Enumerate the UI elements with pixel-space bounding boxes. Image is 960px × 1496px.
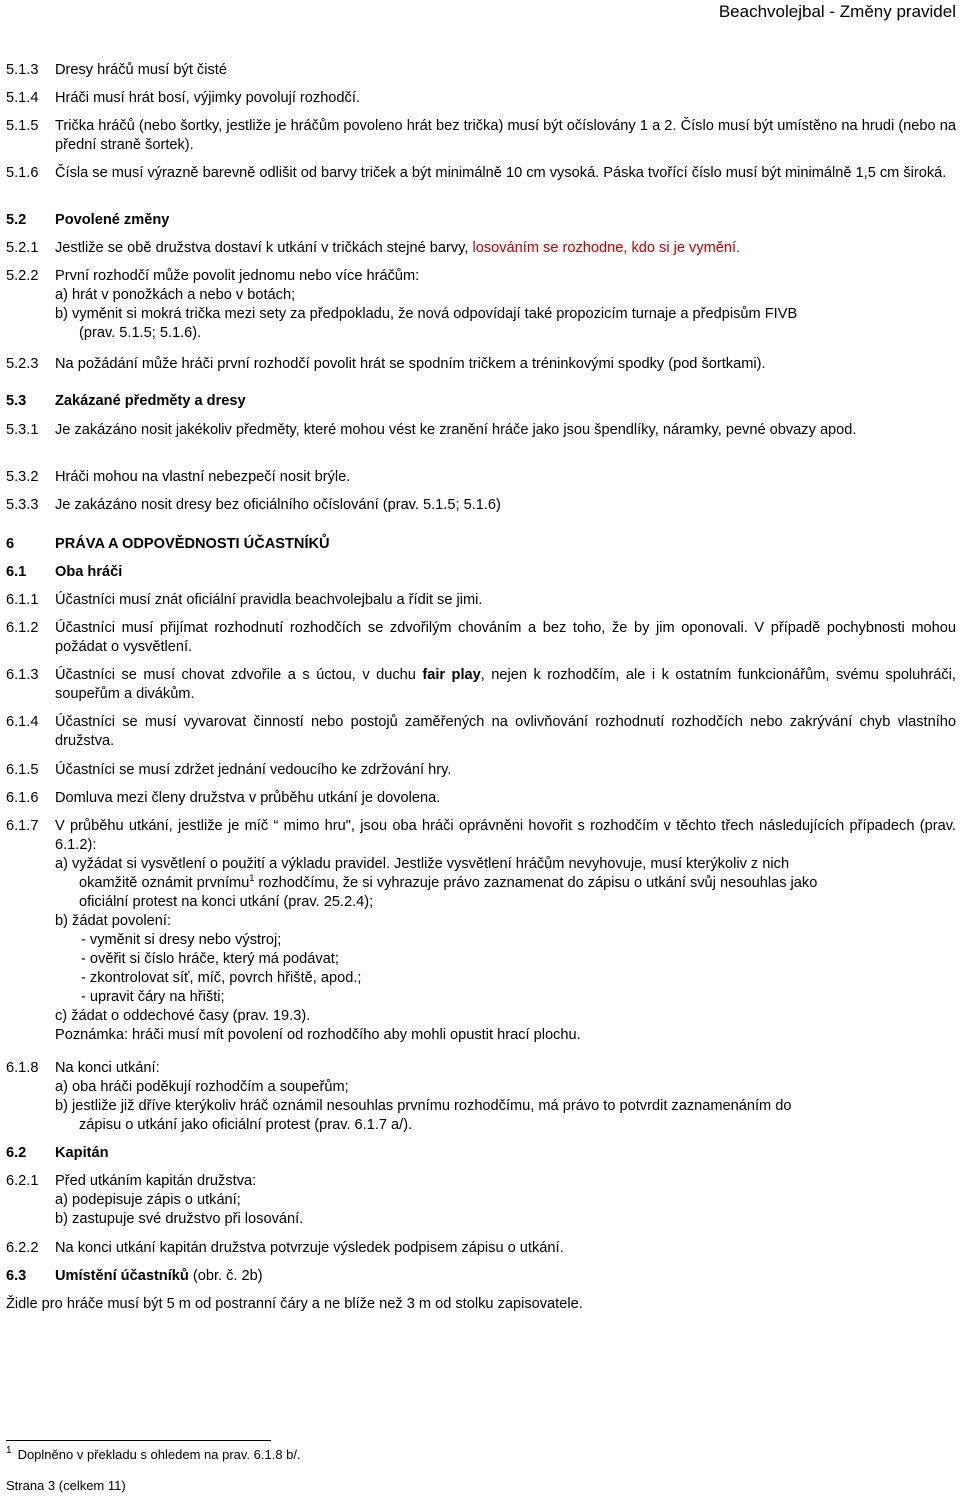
list-item-a-cont3: oficiální protest na konci utkání (prav. 25.2.4); xyxy=(79,894,374,910)
section-6-3-heading xyxy=(6,1267,956,1286)
rule-number: 5.1.3 xyxy=(6,62,39,78)
rule-text: Je zakázáno nosit dresy bez oficiálního očíslování (prav. 5.1.5; 5.1.6) xyxy=(55,497,501,513)
section-5-3-heading xyxy=(6,392,956,411)
rule-text: Domluva mezi členy družstva v průběhu utkání je dovolena. xyxy=(55,790,441,806)
rule-text: Čísla se musí výrazně barevně odlišit od barvy triček a být minimálně 10 cm vysoká. Páska tvořící číslo musí být minimálně 1,5 cm široká. xyxy=(55,165,947,181)
list-item-b: b) zastupuje své družstvo při losování. xyxy=(55,1211,304,1227)
fair-play-emphasis: fair play xyxy=(422,667,481,683)
list-item-b: b) jestliže již dříve kterýkoliv hráč oznámil nesouhlas prvnímu rozhodčímu, má právo to potvrdit zaznamenáním do xyxy=(55,1098,792,1114)
rule-5-2-1 xyxy=(6,239,956,258)
rule-text: Jestliže se obě družstva dostaví k utkání v tričkách stejné barvy, xyxy=(55,240,473,256)
rule-5-1-5 xyxy=(6,117,956,155)
dash-item: - zkontrolovat síť, míč, povrch hřiště, apod.; xyxy=(81,970,362,986)
rule-number: 6.1.8 xyxy=(6,1060,39,1076)
rule-text: Trička hráčů (nebo šortky, jestliže je hráčům povoleno hrát bez trička) musí být očíslovány 1 a 2. Číslo musí být umístěno na hrudi (nebo na přední straně šortek). xyxy=(55,118,956,153)
section-number: 6.2 xyxy=(6,1145,27,1161)
section-5-2-heading xyxy=(6,211,956,230)
footnote-text: Doplněno v překladu s ohledem na prav. 6.1.8 b/. xyxy=(17,1447,301,1462)
rule-6-1-3 xyxy=(6,666,956,704)
rule-number: 6.2.1 xyxy=(6,1173,39,1189)
chapter-6-heading xyxy=(6,535,956,554)
rule-number: 5.1.4 xyxy=(6,90,39,106)
footnote-ref: 1 xyxy=(249,873,255,884)
rule-number: 5.1.6 xyxy=(6,165,39,181)
list-item-b-cont: zápisu o utkání jako oficiální protest (prav. 6.1.7 a/). xyxy=(79,1117,413,1133)
rule-text: Hráči musí hrát bosí, výjimky povolují rozhodčí. xyxy=(55,90,360,106)
rule-6-1-2 xyxy=(6,619,956,657)
dash-item: - vyměnit si dresy nebo výstroj; xyxy=(81,932,282,948)
rule-number: 6.2.2 xyxy=(6,1240,39,1256)
rule-5-3-2 xyxy=(6,468,956,487)
rule-text: Účastníci musí přijímat rozhodnutí rozhodčích se zdvořilým chováním a bez toho, že by jim oponovali. V případě pochybnosti mohou požádat o vysvětlení. xyxy=(55,620,956,655)
rule-text: Před utkáním kapitán družstva: xyxy=(55,1173,257,1189)
rule-5-2-3 xyxy=(6,355,956,374)
rule-6-1-4 xyxy=(6,713,956,751)
rule-6-1-8 xyxy=(6,1059,956,1135)
rule-number: 6.1.4 xyxy=(6,714,39,730)
rule-6-1-1 xyxy=(6,591,956,610)
list-item-b: b) vyměnit si mokrá trička mezi sety za předpokladu, že nová odpovídají také propozicím turnaje a předpisům FIVB xyxy=(55,306,798,322)
list-item-a-cont2: rozhodčímu, že si vyhrazuje právo zaznamenat do zápisu o utkání svůj nesouhlas jako xyxy=(254,875,818,891)
rule-text: Účastníci se musí zdržet jednání vedoucího ke zdržování hry. xyxy=(55,762,452,778)
section-6-2-heading xyxy=(6,1144,956,1163)
rule-text: Účastníci se musí vyvarovat činností nebo postojů zaměřených na ovlivňování rozhodnutí rozhodčích nebo zakrývání chyb vlastního družstva. xyxy=(55,714,956,749)
rule-text: Účastníci musí znát oficiální pravidla beachvolejbalu a řídit se jimi. xyxy=(55,592,483,608)
section-number: 6.3 xyxy=(6,1268,27,1284)
page-footer: Strana 3 (celkem 11) xyxy=(6,1478,126,1493)
rule-text: Účastníci se musí chovat zdvořile a s úctou, v duchu xyxy=(55,667,423,683)
section-title: Kapitán xyxy=(55,1145,109,1161)
rule-number: 5.3.2 xyxy=(6,469,39,485)
section-title: Zakázané předměty a dresy xyxy=(55,393,246,409)
rule-5-2-2 xyxy=(6,267,956,343)
rule-5-3-1 xyxy=(6,421,956,440)
rule-text: Na konci utkání kapitán družstva potvrzuje výsledek podpisem zápisu o utkání. xyxy=(55,1240,564,1256)
running-header: Beachvolejbal - Změny pravidel xyxy=(718,2,956,21)
chapter-title: PRÁVA A ODPOVĚDNOSTI ÚČASTNÍKŮ xyxy=(55,536,330,552)
rule-number: 5.2.3 xyxy=(6,356,39,372)
list-item-b-cont: (prav. 5.1.5; 5.1.6). xyxy=(79,325,202,341)
list-item-a: a) hrát v ponožkách a nebo v botách; xyxy=(55,287,296,303)
section-6-1-heading xyxy=(6,563,956,582)
section-number: 5.3 xyxy=(6,393,27,409)
rule-number: 6.1.2 xyxy=(6,620,39,636)
section-number: 5.2 xyxy=(6,212,27,228)
rule-6-1-5 xyxy=(6,761,956,780)
list-item-a: a) vyžádat si vysvětlení o použití a výkladu pravidel. Jestliže vysvětlení hráčům nevyhovuje, musí kterýkoliv z nich xyxy=(55,856,790,872)
rule-number: 6.1.1 xyxy=(6,592,39,608)
rule-5-1-6 xyxy=(6,164,956,183)
section-title: Umístění účastníků xyxy=(55,1268,189,1284)
rule-text: Je zakázáno nosit jakékoliv předměty, které mohou vést ke zranění hráče jako jsou špendlíky, náramky, pevné obvazy apod. xyxy=(55,422,857,438)
section-title: Povolené změny xyxy=(55,212,170,228)
footnote-separator xyxy=(6,1440,271,1441)
chairs-paragraph: Židle pro hráče musí být 5 m od postranní čáry a ne blíže než 3 m od stolku zapisovatele. xyxy=(6,1296,583,1312)
highlighted-amendment: losováním se rozhodne, kdo si je vymění. xyxy=(472,240,741,256)
rule-6-1-6 xyxy=(6,789,956,808)
rule-text: Dresy hráčů musí být čisté xyxy=(55,62,227,78)
rule-number: 5.2.2 xyxy=(6,268,39,284)
chapter-number: 6 xyxy=(6,536,15,552)
rule-text: První rozhodčí může povolit jednomu nebo více hráčům: xyxy=(55,268,420,284)
rule-number: 5.3.3 xyxy=(6,497,39,513)
figure-ref: (obr. č. 2b) xyxy=(188,1268,263,1284)
rule-5-1-4 xyxy=(6,89,956,108)
rule-6-2-1 xyxy=(6,1172,956,1229)
list-item-a-cont: okamžitě oznámit prvnímu xyxy=(79,875,250,891)
list-item-c: c) žádat o oddechové časy (prav. 19.3). xyxy=(55,1008,311,1024)
rule-number: 6.1.6 xyxy=(6,790,39,806)
footnote-mark: 1 xyxy=(6,1445,12,1456)
rule-text: Na konci utkání: xyxy=(55,1060,160,1076)
note: Poznámka: hráči musí mít povolení od rozhodčího aby mohli opustit hrací plochu. xyxy=(55,1027,581,1043)
dash-item: - upravit čáry na hřišti; xyxy=(81,989,225,1005)
rule-text: Hráči mohou na vlastní nebezpečí nosit brýle. xyxy=(55,469,351,485)
rule-text-cont: , nejen k rozhodčím, ale i k ostatním funkcionářům, svému spoluhráči, soupeřům a divákům. xyxy=(55,667,956,702)
list-item-a: a) podepisuje zápis o utkání; xyxy=(55,1192,241,1208)
rule-text: V průběhu utkání, jestliže je míč “ mimo hru", jsou oba hráči oprávněni hovořit s rozhodčím v těchto třech následujících případech (prav. 6.1.2): xyxy=(55,818,956,853)
rule-number: 5.2.1 xyxy=(6,240,39,256)
list-item-a: a) oba hráči poděkují rozhodčím a soupeřům; xyxy=(55,1079,349,1095)
rule-5-1-3 xyxy=(6,61,956,80)
rule-6-2-2 xyxy=(6,1239,956,1258)
rule-6-1-7 xyxy=(6,817,956,1045)
dash-item: - ověřit si číslo hráče, který má podávat; xyxy=(81,951,339,967)
rule-text: Na požádání může hráči první rozhodčí povolit hrát se spodním tričkem a tréninkovými spodky (pod šortkami). xyxy=(55,356,766,372)
rule-number: 6.1.5 xyxy=(6,762,39,778)
list-item-b: b) žádat povolení: xyxy=(55,913,172,929)
rule-number: 6.1.7 xyxy=(6,818,39,834)
footnote xyxy=(6,1447,301,1462)
rule-number: 6.1.3 xyxy=(6,667,39,683)
rule-number: 5.1.5 xyxy=(6,118,39,134)
section-title: Oba hráči xyxy=(55,564,123,580)
rule-5-3-3 xyxy=(6,496,956,515)
section-number: 6.1 xyxy=(6,564,27,580)
rule-number: 5.3.1 xyxy=(6,422,39,438)
